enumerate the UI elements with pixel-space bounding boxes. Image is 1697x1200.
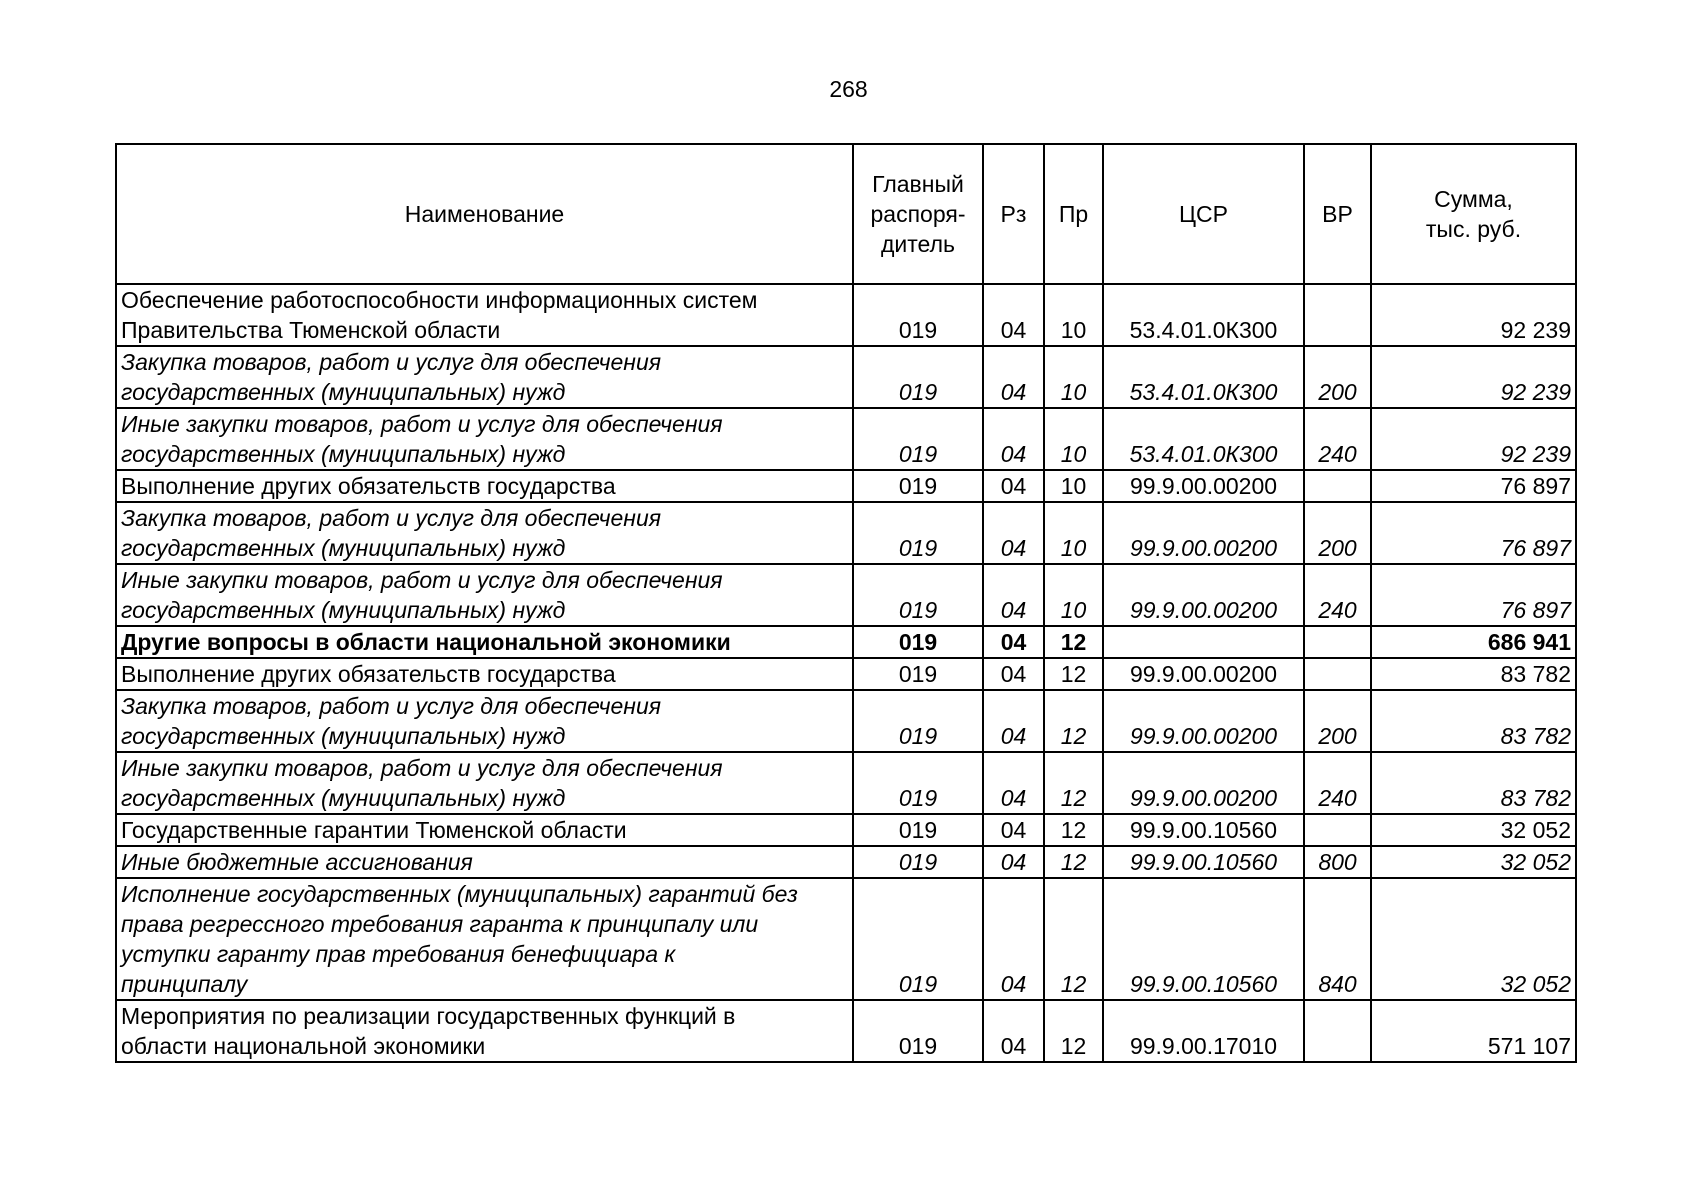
row-name <box>116 878 853 1000</box>
row-name-line: права регрессного требования гаранта к принципалу или <box>121 911 759 937</box>
header-manager-line: дитель <box>881 231 955 257</box>
table-row <box>116 564 1576 626</box>
row-sum: 83 782 <box>1371 690 1576 752</box>
row-name-line: области национальной экономики <box>121 1033 486 1059</box>
row-sum: 76 897 <box>1371 470 1576 502</box>
table-row <box>116 470 1576 502</box>
row-rz: 04 <box>983 846 1044 878</box>
row-sum: 92 239 <box>1371 346 1576 408</box>
row-name <box>116 564 853 626</box>
row-name-line: государственных (муниципальных) нужд <box>121 535 566 561</box>
row-vr <box>1304 814 1371 846</box>
table-row <box>116 1000 1576 1062</box>
table-row <box>116 502 1576 564</box>
row-sum: 92 239 <box>1371 284 1576 346</box>
row-sum: 32 052 <box>1371 878 1576 1000</box>
row-name-line: Выполнение других обязательств государства <box>121 473 616 499</box>
table-row <box>116 658 1576 690</box>
header-pr: Пр <box>1044 144 1103 284</box>
row-name-line: Иные закупки товаров, работ и услуг для обеспечения <box>121 755 723 781</box>
row-manager: 019 <box>853 878 983 1000</box>
row-sum: 76 897 <box>1371 502 1576 564</box>
row-csr: 99.9.00.10560 <box>1103 846 1304 878</box>
header-rz: Рз <box>983 144 1044 284</box>
row-name <box>116 846 853 878</box>
row-manager: 019 <box>853 564 983 626</box>
row-name <box>116 470 853 502</box>
row-name-line: Иные закупки товаров, работ и услуг для обеспечения <box>121 567 723 593</box>
row-name <box>116 1000 853 1062</box>
row-csr: 99.9.00.00200 <box>1103 502 1304 564</box>
row-sum: 571 107 <box>1371 1000 1576 1062</box>
row-vr <box>1304 658 1371 690</box>
header-vr: ВР <box>1304 144 1371 284</box>
row-rz: 04 <box>983 626 1044 658</box>
row-csr: 99.9.00.00200 <box>1103 690 1304 752</box>
row-rz: 04 <box>983 814 1044 846</box>
row-name-line: Закупка товаров, работ и услуг для обеспечения <box>121 349 662 375</box>
row-vr: 200 <box>1304 346 1371 408</box>
row-pr: 12 <box>1044 1000 1103 1062</box>
budget-table <box>115 143 1577 1063</box>
row-pr: 10 <box>1044 346 1103 408</box>
table-row <box>116 814 1576 846</box>
row-sum: 92 239 <box>1371 408 1576 470</box>
row-name <box>116 658 853 690</box>
row-manager: 019 <box>853 1000 983 1062</box>
row-rz: 04 <box>983 564 1044 626</box>
row-sum: 686 941 <box>1371 626 1576 658</box>
row-rz: 04 <box>983 752 1044 814</box>
row-rz: 04 <box>983 346 1044 408</box>
row-name-line: Правительства Тюменской области <box>121 317 501 343</box>
row-sum: 83 782 <box>1371 658 1576 690</box>
row-name-line: Мероприятия по реализации государственных функций в <box>121 1003 736 1029</box>
row-csr: 99.9.00.10560 <box>1103 878 1304 1000</box>
row-vr <box>1304 1000 1371 1062</box>
header-name: Наименование <box>116 144 853 284</box>
row-name <box>116 346 853 408</box>
row-name <box>116 690 853 752</box>
row-name-line: Закупка товаров, работ и услуг для обеспечения <box>121 505 662 531</box>
row-manager: 019 <box>853 658 983 690</box>
row-sum: 83 782 <box>1371 752 1576 814</box>
row-sum: 32 052 <box>1371 846 1576 878</box>
header-sum <box>1371 144 1576 284</box>
row-name-line: Государственные гарантии Тюменской области <box>121 817 627 843</box>
row-vr: 240 <box>1304 564 1371 626</box>
row-rz: 04 <box>983 470 1044 502</box>
row-vr: 200 <box>1304 502 1371 564</box>
table-row <box>116 346 1576 408</box>
header-row <box>116 144 1576 284</box>
header-manager-line: распоря- <box>870 201 966 227</box>
row-manager: 019 <box>853 408 983 470</box>
row-manager: 019 <box>853 470 983 502</box>
row-csr: 99.9.00.00200 <box>1103 658 1304 690</box>
row-csr: 99.9.00.00200 <box>1103 564 1304 626</box>
header-sum-line: Сумма, <box>1434 186 1513 212</box>
row-csr: 99.9.00.00200 <box>1103 752 1304 814</box>
row-name-line: государственных (муниципальных) нужд <box>121 785 566 811</box>
row-manager: 019 <box>853 690 983 752</box>
row-name-line: государственных (муниципальных) нужд <box>121 723 566 749</box>
row-manager: 019 <box>853 346 983 408</box>
row-pr: 10 <box>1044 284 1103 346</box>
row-name <box>116 502 853 564</box>
row-csr: 99.9.00.17010 <box>1103 1000 1304 1062</box>
table-row <box>116 284 1576 346</box>
row-name <box>116 626 853 658</box>
row-csr: 99.9.00.00200 <box>1103 470 1304 502</box>
row-manager: 019 <box>853 814 983 846</box>
row-name-line: Выполнение других обязательств государства <box>121 661 616 687</box>
table-row <box>116 878 1576 1000</box>
row-pr: 10 <box>1044 408 1103 470</box>
row-vr: 200 <box>1304 690 1371 752</box>
row-manager: 019 <box>853 502 983 564</box>
row-rz: 04 <box>983 502 1044 564</box>
row-sum: 32 052 <box>1371 814 1576 846</box>
row-rz: 04 <box>983 658 1044 690</box>
row-rz: 04 <box>983 690 1044 752</box>
row-name-line: Другие вопросы в области национальной экономики <box>121 629 731 655</box>
row-name-line: принципалу <box>121 971 248 997</box>
row-csr: 53.4.01.0К300 <box>1103 408 1304 470</box>
row-vr: 840 <box>1304 878 1371 1000</box>
row-name-line: государственных (муниципальных) нужд <box>121 441 566 467</box>
header-sum-line: тыс. руб. <box>1425 216 1522 242</box>
row-rz: 04 <box>983 408 1044 470</box>
row-pr: 12 <box>1044 752 1103 814</box>
row-vr: 240 <box>1304 408 1371 470</box>
row-pr: 12 <box>1044 690 1103 752</box>
row-pr: 12 <box>1044 846 1103 878</box>
table-row <box>116 626 1576 658</box>
row-pr: 10 <box>1044 502 1103 564</box>
header-manager-line: Главный <box>872 171 964 197</box>
header-csr: ЦСР <box>1103 144 1304 284</box>
row-name-line: Закупка товаров, работ и услуг для обеспечения <box>121 693 662 719</box>
row-vr <box>1304 284 1371 346</box>
row-csr: 99.9.00.10560 <box>1103 814 1304 846</box>
row-rz: 04 <box>983 284 1044 346</box>
row-csr: 53.4.01.0К300 <box>1103 346 1304 408</box>
row-name <box>116 752 853 814</box>
table-row <box>116 846 1576 878</box>
row-manager: 019 <box>853 752 983 814</box>
row-name-line: государственных (муниципальных) нужд <box>121 379 566 405</box>
row-sum: 76 897 <box>1371 564 1576 626</box>
row-name <box>116 814 853 846</box>
row-manager: 019 <box>853 284 983 346</box>
table-row <box>116 752 1576 814</box>
row-pr: 12 <box>1044 626 1103 658</box>
row-csr: 53.4.01.0К300 <box>1103 284 1304 346</box>
row-rz: 04 <box>983 1000 1044 1062</box>
table-row <box>116 408 1576 470</box>
row-manager: 019 <box>853 846 983 878</box>
row-pr: 10 <box>1044 470 1103 502</box>
row-name-line: Обеспечение работоспособности информационных систем <box>121 287 758 313</box>
row-name-line: государственных (муниципальных) нужд <box>121 597 566 623</box>
row-name <box>116 408 853 470</box>
row-csr <box>1103 626 1304 658</box>
row-vr <box>1304 626 1371 658</box>
row-pr: 12 <box>1044 658 1103 690</box>
row-name <box>116 284 853 346</box>
row-name-line: Иные закупки товаров, работ и услуг для обеспечения <box>121 411 723 437</box>
row-vr <box>1304 470 1371 502</box>
row-vr: 800 <box>1304 846 1371 878</box>
row-rz: 04 <box>983 878 1044 1000</box>
row-pr: 10 <box>1044 564 1103 626</box>
row-name-line: Исполнение государственных (муниципальных) гарантий без <box>121 881 798 907</box>
table-body <box>116 284 1576 1062</box>
row-name-line: Иные бюджетные ассигнования <box>121 849 473 875</box>
row-pr: 12 <box>1044 878 1103 1000</box>
page-number: 268 <box>829 76 868 102</box>
row-name-line: уступки гаранту прав требования бенефициара к <box>121 941 676 967</box>
row-vr: 240 <box>1304 752 1371 814</box>
header-manager <box>853 144 983 284</box>
table-row <box>116 690 1576 752</box>
row-manager: 019 <box>853 626 983 658</box>
row-pr: 12 <box>1044 814 1103 846</box>
